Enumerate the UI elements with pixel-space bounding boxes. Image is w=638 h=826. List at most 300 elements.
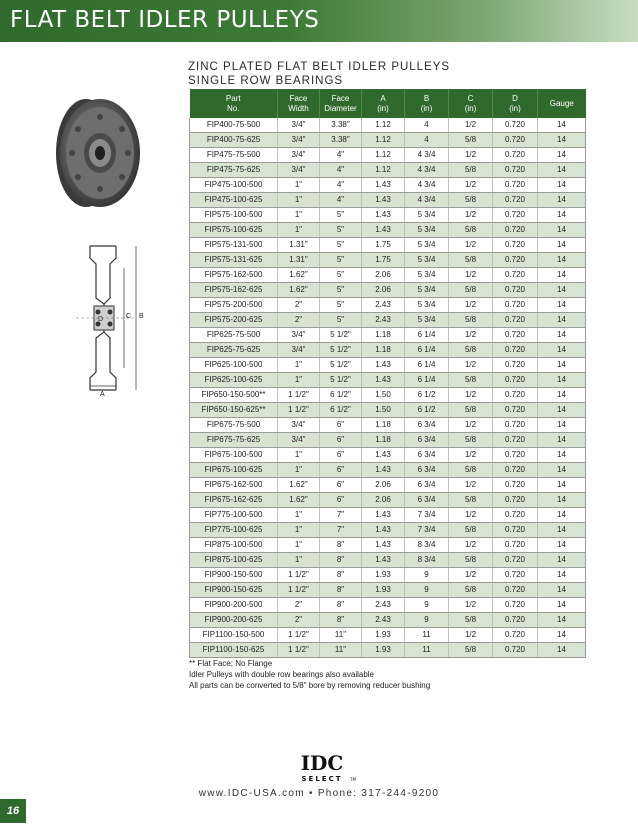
table-cell: FIP1100-150-625: [190, 643, 278, 658]
table-cell: FIP675-100-500: [190, 448, 278, 463]
table-cell: 1.43: [362, 193, 405, 208]
table-cell: 0.720: [493, 373, 538, 388]
table-cell: FIP575-100-500: [190, 208, 278, 223]
table-cell: 5/8: [449, 583, 493, 598]
table-cell: 5/8: [449, 463, 493, 478]
table-cell: 3/4": [278, 328, 320, 343]
table-cell: 0.720: [493, 388, 538, 403]
table-row: [190, 283, 586, 298]
table-cell: 14: [538, 283, 586, 298]
table-cell: 9: [405, 613, 449, 628]
table-row: [190, 643, 586, 658]
table-cell: 14: [538, 163, 586, 178]
table-cell: 14: [538, 373, 586, 388]
table-cell: 5/8: [449, 313, 493, 328]
table-cell: 5 3/4: [405, 313, 449, 328]
table-row: [190, 193, 586, 208]
column-header-line-2: (in): [420, 103, 433, 113]
logo-mark: IDC: [300, 751, 344, 775]
page-number: 16: [0, 799, 26, 823]
table-cell: 14: [538, 478, 586, 493]
table-cell: 0.720: [493, 433, 538, 448]
note-double-row: Idler Pulleys with double row bearings also available: [189, 670, 374, 679]
table-row: [190, 343, 586, 358]
table-cell: FIP675-100-625: [190, 463, 278, 478]
table-cell: 11": [320, 643, 362, 658]
table-cell: 1.75: [362, 253, 405, 268]
table-cell: 5": [320, 253, 362, 268]
table-cell: 1.43: [362, 553, 405, 568]
table-cell: 14: [538, 493, 586, 508]
table-cell: 0.720: [493, 478, 538, 493]
table-cell: 3.38": [320, 133, 362, 148]
table-row: [190, 463, 586, 478]
table-cell: FIP575-200-625: [190, 313, 278, 328]
table-cell: 3/4": [278, 133, 320, 148]
table-row: [190, 613, 586, 628]
table-cell: 3/4": [278, 118, 320, 133]
table-row: [190, 118, 586, 133]
table-cell: 0.720: [493, 253, 538, 268]
table-cell: 5 1/2": [320, 373, 362, 388]
table-cell: 1": [278, 553, 320, 568]
table-cell: 1/2: [449, 118, 493, 133]
table-cell: 1.43: [362, 448, 405, 463]
table-cell: 3/4": [278, 433, 320, 448]
column-header: [449, 89, 493, 118]
table-cell: 6 3/4: [405, 478, 449, 493]
table-cell: 1/2: [449, 298, 493, 313]
table-cell: 5/8: [449, 253, 493, 268]
table-cell: 14: [538, 193, 586, 208]
table-cell: 5/8: [449, 163, 493, 178]
table-cell: 6": [320, 448, 362, 463]
table-cell: FIP475-75-500: [190, 148, 278, 163]
table-cell: 6": [320, 418, 362, 433]
label-d: D: [98, 316, 104, 323]
table-cell: 6 3/4: [405, 418, 449, 433]
table-cell: FIP900-200-625: [190, 613, 278, 628]
table-cell: FIP475-100-625: [190, 193, 278, 208]
column-header: [320, 89, 362, 118]
table-cell: FIP900-150-625: [190, 583, 278, 598]
table-cell: 1 1/2": [278, 643, 320, 658]
table-cell: 14: [538, 133, 586, 148]
table-cell: 1.31": [278, 238, 320, 253]
table-cell: 5 3/4: [405, 238, 449, 253]
table-cell: 0.720: [493, 613, 538, 628]
table-cell: 9: [405, 568, 449, 583]
table-cell: FIP400-75-500: [190, 118, 278, 133]
table-cell: FIP575-100-625: [190, 223, 278, 238]
table-cell: 1": [278, 538, 320, 553]
table-cell: 9: [405, 598, 449, 613]
page-header: [0, 0, 638, 42]
table-cell: 1.93: [362, 628, 405, 643]
table-cell: 14: [538, 553, 586, 568]
column-header-line-1: Face: [289, 93, 308, 103]
table-cell: 3.38": [320, 118, 362, 133]
table-cell: 6 3/4: [405, 463, 449, 478]
table-cell: 4 3/4: [405, 163, 449, 178]
table-cell: 0.720: [493, 133, 538, 148]
table-cell: 14: [538, 523, 586, 538]
table-cell: 6 1/4: [405, 343, 449, 358]
table-cell: 6": [320, 463, 362, 478]
table-cell: 1 1/2": [278, 568, 320, 583]
table-cell: 14: [538, 433, 586, 448]
table-header-row: [190, 89, 586, 118]
table-cell: 1.18: [362, 328, 405, 343]
table-cell: FIP575-162-500: [190, 268, 278, 283]
table-row: [190, 433, 586, 448]
table-cell: 2.06: [362, 478, 405, 493]
table-cell: FIP675-162-625: [190, 493, 278, 508]
table-cell: 2.06: [362, 268, 405, 283]
table-cell: 0.720: [493, 313, 538, 328]
table-row: [190, 568, 586, 583]
table-cell: 0.720: [493, 283, 538, 298]
table-cell: 5/8: [449, 343, 493, 358]
column-header: [493, 89, 538, 118]
table-cell: FIP625-75-500: [190, 328, 278, 343]
table-row: [190, 553, 586, 568]
table-cell: 6 1/4: [405, 328, 449, 343]
table-cell: 6 1/4: [405, 358, 449, 373]
pulley-photo: [42, 93, 144, 211]
table-cell: FIP625-75-625: [190, 343, 278, 358]
table-cell: 5 3/4: [405, 223, 449, 238]
table-cell: 0.720: [493, 163, 538, 178]
label-a: A: [100, 391, 105, 398]
table-cell: 8": [320, 583, 362, 598]
table-cell: 1": [278, 208, 320, 223]
table-cell: FIP875-100-625: [190, 553, 278, 568]
table-cell: 0.720: [493, 643, 538, 658]
table-cell: 11: [405, 643, 449, 658]
table-cell: 1.43: [362, 178, 405, 193]
table-row: [190, 268, 586, 283]
table-cell: 6": [320, 433, 362, 448]
table-cell: 5": [320, 268, 362, 283]
footer-contact: www.IDC-USA.com • Phone: 317-244-9200: [198, 788, 440, 799]
table-cell: 14: [538, 403, 586, 418]
table-cell: 1/2: [449, 178, 493, 193]
table-cell: 5": [320, 298, 362, 313]
table-cell: 0.720: [493, 553, 538, 568]
table-cell: 5/8: [449, 193, 493, 208]
note-bore-conversion: All parts can be converted to 5/8" bore by removing reducer bushing: [189, 681, 431, 690]
table-cell: 1/2: [449, 388, 493, 403]
table-row: [190, 148, 586, 163]
table-row: [190, 253, 586, 268]
table-cell: 4": [320, 178, 362, 193]
table-cell: 5/8: [449, 493, 493, 508]
note-flat-face: ** Flat Face; No Flange: [189, 659, 273, 668]
table-cell: 3/4": [278, 418, 320, 433]
table-cell: 6 1/2": [320, 403, 362, 418]
table-cell: 8": [320, 538, 362, 553]
table-cell: 14: [538, 388, 586, 403]
table-cell: 6 3/4: [405, 433, 449, 448]
table-row: [190, 238, 586, 253]
table-cell: 11": [320, 628, 362, 643]
table-cell: FIP625-100-500: [190, 358, 278, 373]
column-header-line-1: Gauge: [549, 98, 574, 108]
logo-sub: SELECT: [301, 775, 343, 783]
table-cell: 1 1/2": [278, 388, 320, 403]
table-cell: 3/4": [278, 163, 320, 178]
table-cell: 1.43: [362, 373, 405, 388]
table-cell: 0.720: [493, 268, 538, 283]
table-cell: 8 3/4: [405, 553, 449, 568]
table-cell: 14: [538, 118, 586, 133]
column-header-line-1: C: [467, 93, 474, 103]
table-cell: 14: [538, 508, 586, 523]
table-cell: 8 3/4: [405, 538, 449, 553]
table-cell: 1.62": [278, 283, 320, 298]
table-cell: 1/2: [449, 448, 493, 463]
table-cell: 6 3/4: [405, 448, 449, 463]
table-cell: 8": [320, 553, 362, 568]
table-cell: 1.18: [362, 343, 405, 358]
table-cell: 0.720: [493, 493, 538, 508]
label-b: B: [139, 313, 144, 320]
table-cell: FIP900-200-500: [190, 598, 278, 613]
table-cell: FIP650-150-500**: [190, 388, 278, 403]
table-cell: 1.12: [362, 118, 405, 133]
table-cell: 14: [538, 328, 586, 343]
table-row: [190, 448, 586, 463]
column-header: [278, 89, 320, 118]
table-cell: 2.43: [362, 313, 405, 328]
table-cell: 6": [320, 493, 362, 508]
table-cell: 4 3/4: [405, 178, 449, 193]
table-cell: 5/8: [449, 613, 493, 628]
table-cell: 1": [278, 223, 320, 238]
table-cell: 14: [538, 178, 586, 193]
table-cell: 5": [320, 223, 362, 238]
table-cell: 14: [538, 448, 586, 463]
table-cell: FIP675-162-500: [190, 478, 278, 493]
table-cell: 6 1/2: [405, 388, 449, 403]
column-header-line-2: (in): [377, 103, 389, 113]
table-cell: 0.720: [493, 568, 538, 583]
table-cell: 5 3/4: [405, 268, 449, 283]
table-cell: 1.62": [278, 478, 320, 493]
table-cell: 0.720: [493, 118, 538, 133]
column-header-line-1: A: [380, 93, 386, 103]
table-cell: 0.720: [493, 403, 538, 418]
table-cell: 5/8: [449, 433, 493, 448]
table-cell: 2": [278, 613, 320, 628]
table-cell: FIP575-162-625: [190, 283, 278, 298]
table-cell: 14: [538, 208, 586, 223]
column-header: [538, 89, 586, 118]
pulley-spec-table: [189, 89, 586, 658]
column-header-line-1: Face: [331, 93, 350, 103]
table-cell: 8": [320, 598, 362, 613]
table-cell: 14: [538, 148, 586, 163]
table-cell: FIP575-131-625: [190, 253, 278, 268]
table-cell: 1.93: [362, 583, 405, 598]
table-cell: 1/2: [449, 358, 493, 373]
table-cell: 5/8: [449, 133, 493, 148]
column-header-line-2: (in): [464, 103, 477, 113]
table-cell: 1.12: [362, 133, 405, 148]
table-cell: 1/2: [449, 208, 493, 223]
table-cell: 8": [320, 568, 362, 583]
table-cell: 9: [405, 583, 449, 598]
column-header-line-1: Part: [225, 93, 241, 103]
table-cell: 1.43: [362, 208, 405, 223]
table-cell: 8": [320, 613, 362, 628]
table-cell: 4 3/4: [405, 148, 449, 163]
table-cell: FIP675-75-625: [190, 433, 278, 448]
table-cell: 7 3/4: [405, 523, 449, 538]
table-cell: 1.18: [362, 418, 405, 433]
table-cell: 1.93: [362, 568, 405, 583]
table-cell: FIP400-75-625: [190, 133, 278, 148]
table-cell: FIP1100-150-500: [190, 628, 278, 643]
table-cell: 1.12: [362, 148, 405, 163]
table-cell: 0.720: [493, 523, 538, 538]
table-row: [190, 313, 586, 328]
table-cell: 4: [405, 118, 449, 133]
table-cell: 1/2: [449, 568, 493, 583]
table-cell: 1": [278, 523, 320, 538]
table-cell: 5": [320, 208, 362, 223]
table-cell: 1/2: [449, 328, 493, 343]
table-cell: FIP625-100-625: [190, 373, 278, 388]
table-cell: 1/2: [449, 268, 493, 283]
table-cell: 2.43: [362, 613, 405, 628]
table-cell: 5 3/4: [405, 298, 449, 313]
column-header-line-2: No.: [227, 103, 240, 113]
table-cell: 1": [278, 463, 320, 478]
table-cell: 6 1/4: [405, 373, 449, 388]
column-header: [362, 89, 405, 118]
table-cell: 1.43: [362, 538, 405, 553]
table-cell: 14: [538, 613, 586, 628]
table-cell: 5 3/4: [405, 283, 449, 298]
table-cell: 1 1/2": [278, 403, 320, 418]
subtitle-line-2: SINGLE ROW BEARINGS: [188, 74, 344, 87]
table-cell: 0.720: [493, 463, 538, 478]
table-cell: 5": [320, 313, 362, 328]
table-cell: 5 1/2": [320, 328, 362, 343]
table-cell: FIP575-131-500: [190, 238, 278, 253]
table-row: [190, 598, 586, 613]
table-row: [190, 403, 586, 418]
table-cell: 3/4": [278, 343, 320, 358]
table-cell: 1/2: [449, 538, 493, 553]
table-cell: 5/8: [449, 553, 493, 568]
table-cell: 6 1/2: [405, 403, 449, 418]
table-cell: 6 3/4: [405, 493, 449, 508]
pulley-cross-section-diagram: [68, 238, 160, 398]
table-cell: 7 3/4: [405, 508, 449, 523]
table-cell: 0.720: [493, 418, 538, 433]
table-cell: 14: [538, 343, 586, 358]
table-cell: 5/8: [449, 523, 493, 538]
table-cell: 1.43: [362, 508, 405, 523]
table-row: [190, 493, 586, 508]
table-row: [190, 178, 586, 193]
table-row: [190, 508, 586, 523]
table-cell: 2.06: [362, 283, 405, 298]
table-cell: 1.50: [362, 403, 405, 418]
table-row: [190, 523, 586, 538]
table-cell: 14: [538, 643, 586, 658]
table-cell: 4 3/4: [405, 193, 449, 208]
table-cell: 6 1/2": [320, 388, 362, 403]
table-cell: 1.93: [362, 643, 405, 658]
table-row: [190, 478, 586, 493]
table-cell: 3/4": [278, 148, 320, 163]
column-header: [190, 89, 278, 118]
table-cell: 1.62": [278, 268, 320, 283]
table-cell: 0.720: [493, 358, 538, 373]
section-subtitle: [188, 61, 450, 88]
table-cell: 0.720: [493, 223, 538, 238]
table-cell: FIP900-150-500: [190, 568, 278, 583]
table-cell: 14: [538, 568, 586, 583]
idc-select-logo: [284, 750, 360, 784]
table-cell: 0.720: [493, 538, 538, 553]
column-header: [405, 89, 449, 118]
table-cell: 5/8: [449, 283, 493, 298]
table-row: [190, 358, 586, 373]
column-header-line-2: Diameter: [324, 103, 357, 113]
table-cell: 5 3/4: [405, 208, 449, 223]
table-cell: 1.50: [362, 388, 405, 403]
table-cell: 14: [538, 223, 586, 238]
table-cell: 14: [538, 268, 586, 283]
table-cell: 14: [538, 313, 586, 328]
table-cell: 1/2: [449, 148, 493, 163]
table-cell: FIP775-100-500: [190, 508, 278, 523]
table-cell: 2": [278, 298, 320, 313]
table-cell: 7": [320, 523, 362, 538]
table-cell: 1 1/2": [278, 583, 320, 598]
table-cell: 1/2: [449, 418, 493, 433]
table-cell: 4": [320, 148, 362, 163]
table-cell: 2.06: [362, 493, 405, 508]
logo-tm: TM: [350, 777, 356, 782]
table-cell: 1.75: [362, 238, 405, 253]
table-cell: 14: [538, 358, 586, 373]
table-row: [190, 538, 586, 553]
table-cell: 14: [538, 238, 586, 253]
column-header-line-2: Width: [288, 103, 309, 113]
table-cell: 0.720: [493, 448, 538, 463]
table-cell: 1": [278, 193, 320, 208]
table-cell: 1": [278, 178, 320, 193]
table-cell: 1": [278, 358, 320, 373]
table-cell: 4: [405, 133, 449, 148]
table-row: [190, 133, 586, 148]
table-cell: 5": [320, 238, 362, 253]
table-cell: 14: [538, 583, 586, 598]
table-cell: 1/2: [449, 598, 493, 613]
table-row: [190, 223, 586, 238]
table-cell: 2.43: [362, 298, 405, 313]
table-cell: FIP475-75-625: [190, 163, 278, 178]
table-cell: 5/8: [449, 373, 493, 388]
table-cell: 14: [538, 418, 586, 433]
table-cell: 1.43: [362, 463, 405, 478]
